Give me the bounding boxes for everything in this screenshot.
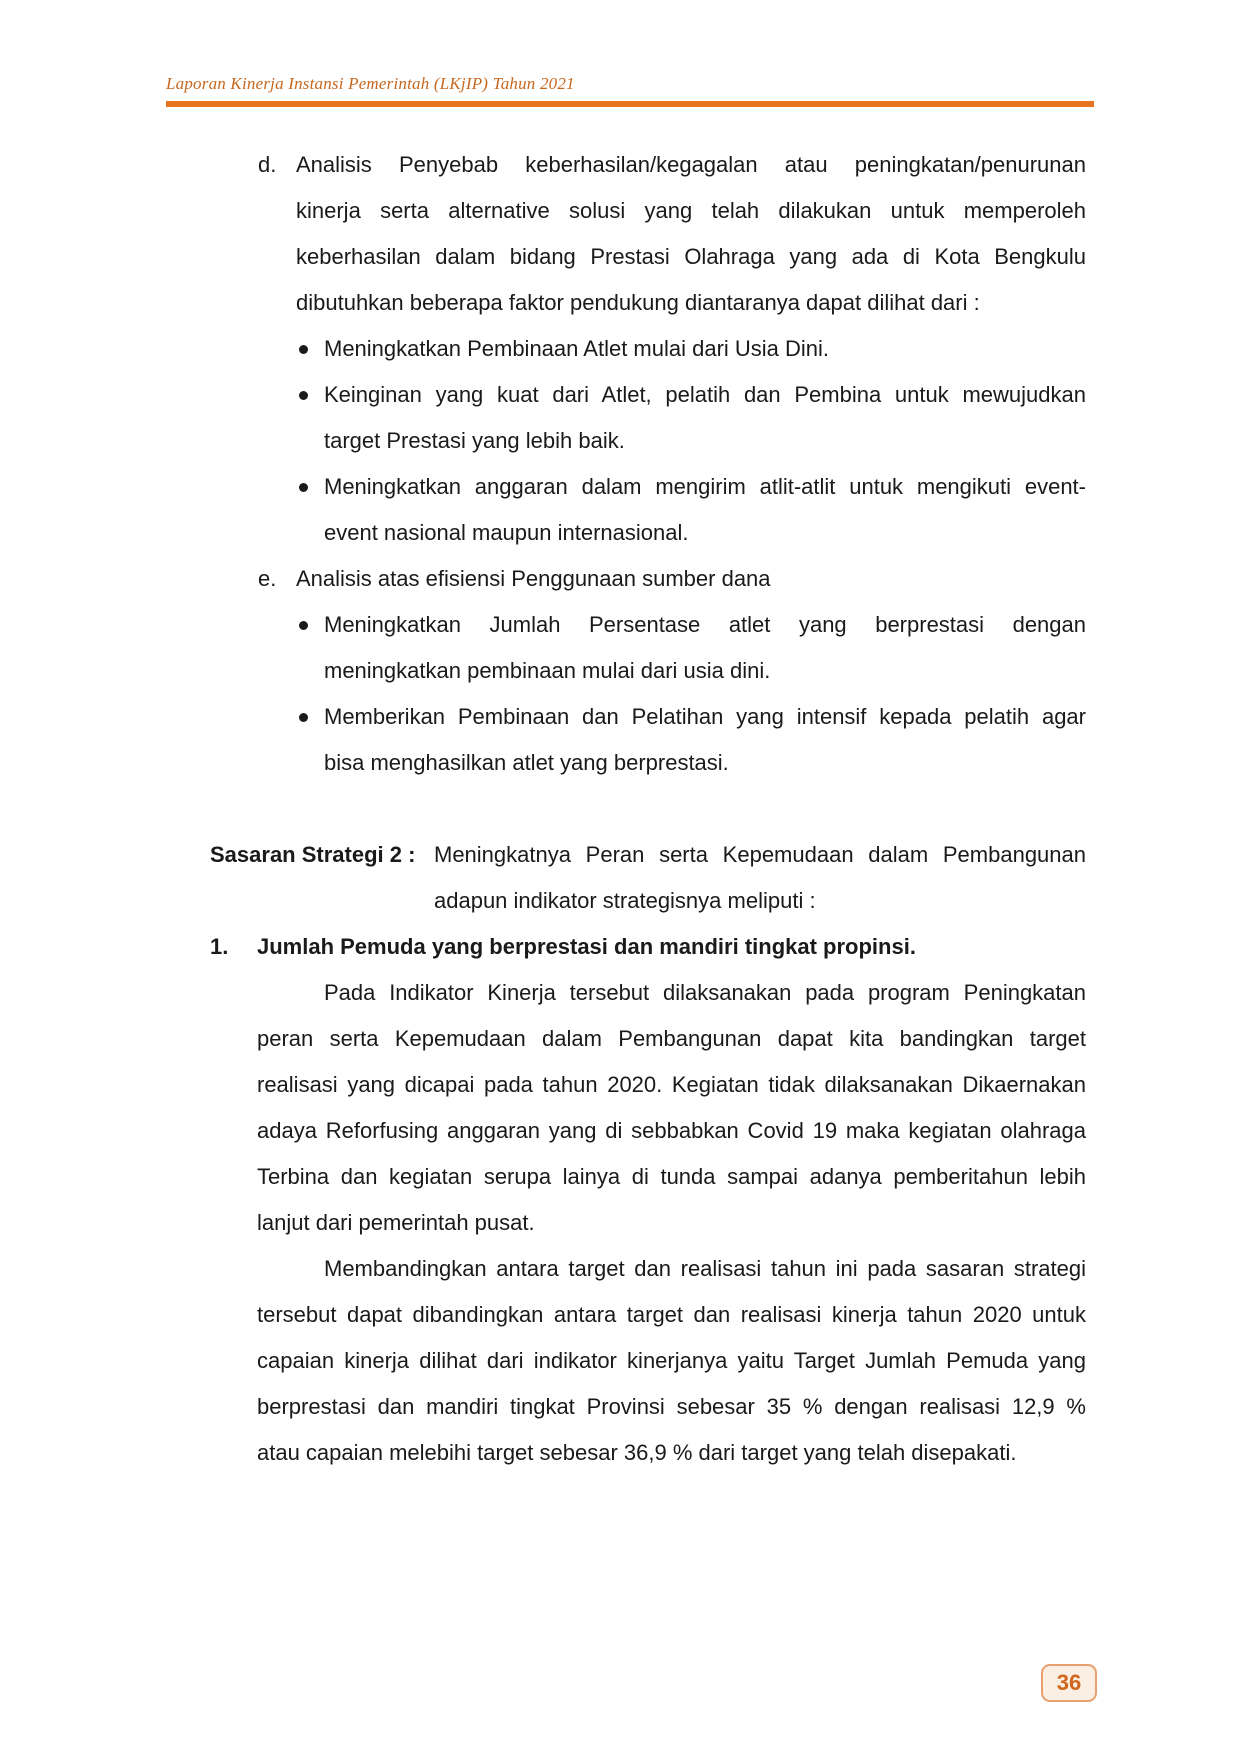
sasaran-label: Sasaran Strategi 2 :	[210, 842, 416, 867]
paragraph-line: Pada Indikator Kinerja tersebut dilaksanakan pada program Peningkatan	[324, 980, 1086, 1005]
section-d-marker: d.	[258, 152, 277, 177]
section-d-line: dibutuhkan beberapa faktor pendukung diantaranya dapat dilihat dari :	[296, 290, 980, 315]
section-e-marker: e.	[258, 566, 277, 591]
paragraph-line: capaian kinerja dilihat dari indikator kinerjanya yaitu Target Jumlah Pemuda yang	[257, 1348, 1086, 1373]
list-item: Meningkatkan Pembinaan Atlet mulai dari Usia Dini.	[324, 336, 830, 361]
report-title: Laporan Kinerja Instansi Pemerintah (LKjIP) Tahun 2021	[166, 74, 575, 93]
list-item-continuation: target Prestasi yang lebih baik.	[324, 428, 625, 453]
sasaran-line: adapun indikator strategisnya meliputi :	[434, 888, 816, 913]
list-item: Memberikan Pembinaan dan Pelatihan yang intensif kepada pelatih agar	[324, 704, 1086, 729]
list-item-continuation: event nasional maupun internasional.	[324, 520, 689, 545]
section-d-line: kinerja serta alternative solusi yang telah dilakukan untuk memperoleh	[296, 198, 1086, 223]
paragraph-line: tersebut dapat dibandingkan antara target dan realisasi kinerja tahun 2020 untuk	[257, 1302, 1086, 1327]
list-item: Meningkatkan Jumlah Persentase atlet yang berprestasi dengan	[324, 612, 1086, 637]
indicator-title: Jumlah Pemuda yang berprestasi dan mandiri tingkat propinsi.	[257, 934, 916, 959]
paragraph-line: Terbina dan kegiatan serupa lainya di tunda sampai adanya pemberitahun lebih	[257, 1164, 1086, 1189]
list-item: Meningkatkan anggaran dalam mengirim atlit-atlit untuk mengikuti event-	[324, 474, 1086, 499]
bullet-icon	[299, 345, 308, 354]
paragraph-line: Membandingkan antara target dan realisasi tahun ini pada sasaran strategi	[324, 1256, 1086, 1281]
bullet-icon	[299, 621, 308, 630]
paragraph-line: realisasi yang dicapai pada tahun 2020. Kegiatan tidak dilaksanakan Dikaernakan	[257, 1072, 1086, 1097]
page-number-badge	[1041, 1664, 1097, 1702]
section-d-line: keberhasilan dalam bidang Prestasi Olahraga yang ada di Kota Bengkulu	[296, 244, 1086, 269]
sasaran-line: Meningkatnya Peran serta Kepemudaan dalam Pembangunan	[434, 842, 1086, 867]
list-item: Keinginan yang kuat dari Atlet, pelatih dan Pembina untuk mewujudkan	[324, 382, 1086, 407]
bullet-icon	[299, 391, 308, 400]
section-d-line: Analisis Penyebab keberhasilan/kegagalan atau peningkatan/penurunan	[296, 152, 1086, 177]
indicator-number: 1.	[210, 934, 229, 959]
paragraph-line: adaya Reforfusing anggaran yang di sebbabkan Covid 19 maka kegiatan olahraga	[257, 1118, 1086, 1143]
list-item-continuation: bisa menghasilkan atlet yang berprestasi.	[324, 750, 729, 775]
paragraph-line: peran serta Kepemudaan dalam Pembangunan dapat kita bandingkan target	[257, 1026, 1086, 1051]
page-number: 36	[1056, 1670, 1082, 1695]
list-item-continuation: meningkatkan pembinaan mulai dari usia dini.	[324, 658, 771, 683]
bullet-icon	[299, 483, 308, 492]
paragraph-line: berprestasi dan mandiri tingkat Provinsi sebesar 35 % dengan realisasi 12,9 %	[257, 1394, 1086, 1419]
bullet-icon	[299, 713, 308, 722]
paragraph-line: lanjut dari pemerintah pusat.	[257, 1210, 535, 1235]
section-e-line: Analisis atas efisiensi Penggunaan sumber dana	[296, 566, 771, 591]
paragraph-line: atau capaian melebihi target sebesar 36,9 % dari target yang telah disepakati.	[257, 1440, 1017, 1465]
